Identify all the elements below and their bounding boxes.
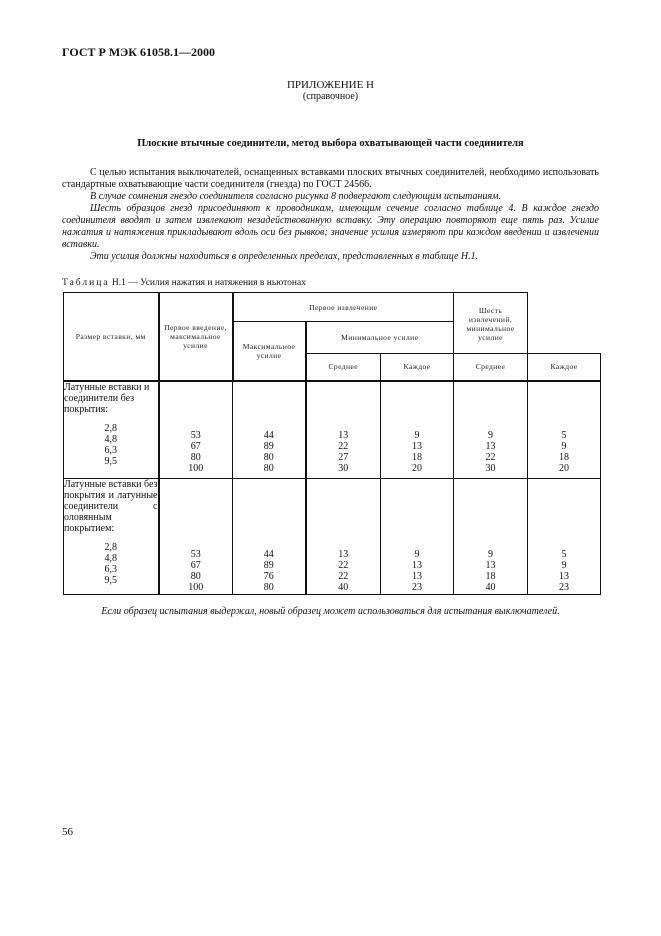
cell-value: 22 — [338, 440, 349, 452]
header-avg-1: Среднее — [306, 354, 381, 381]
page-number: 56 — [62, 826, 73, 838]
cell-value: 80 — [190, 571, 201, 582]
value-cell — [306, 381, 381, 479]
group-label: Латунные вставки без покрытия и латунные соединители с оловянным покрытием: — [64, 479, 158, 534]
cell-value: 53 — [190, 429, 201, 441]
cell-value: 53 — [190, 549, 201, 560]
cell-value: 9 — [414, 429, 420, 441]
cell-value: 76 — [263, 571, 274, 582]
cell-value: 44 — [263, 549, 274, 560]
value-cell — [454, 381, 528, 479]
value-stack — [528, 479, 600, 593]
value-stack — [381, 479, 453, 593]
cell-value: 23 — [559, 582, 570, 593]
cell-value: 80 — [263, 462, 274, 474]
value-cell — [381, 479, 454, 595]
group-label: Латунные вставки и соединители без покрытия: — [64, 381, 150, 415]
forces-table — [63, 292, 601, 595]
cell-value: 27 — [338, 451, 349, 463]
value-stack — [64, 534, 158, 586]
cell-value: 40 — [338, 582, 349, 593]
cell-value: 80 — [263, 451, 274, 463]
cell-value: 23 — [412, 582, 422, 593]
cell-value: 13 — [412, 571, 422, 582]
header-first-extract: Первое извлечение — [233, 293, 454, 322]
cell-value: 9 — [488, 429, 494, 441]
paragraph: С целью испытания выключателей, оснащенных вставками плоских втычных соединителей, необходимо использовать стандартные охватывающие части соединителя (гнезда) по ГОСТ 24566. — [62, 167, 599, 190]
value-cell — [233, 479, 306, 595]
caption-prefix: Таблица — [62, 278, 110, 288]
paragraph: Шесть образцов гнезд присоединяют к проводникам, имеющим сечение согласно таблице 4. В каждое гнездо соединителя вводят и затем извлекают незадействованную вставку. Эту операцию повторяют еще пять раз. Усилие нажатия и натяжения прикладывают вдоль оси без рывков; значение усилия измеряют при каждом введении и извлечении вставки. — [62, 203, 599, 250]
cell-value: 13 — [485, 560, 496, 571]
cell-value: 13 — [412, 560, 422, 571]
cell-value: 4,8 — [104, 553, 117, 564]
cell-value: 44 — [263, 429, 274, 441]
cell-value: 13 — [338, 549, 349, 560]
cell-value: 6,3 — [104, 444, 117, 456]
cell-value: 89 — [263, 560, 274, 571]
cell-value: 20 — [412, 462, 422, 474]
cell-value: 2,8 — [104, 542, 117, 553]
cell-value: 80 — [190, 451, 201, 463]
cell-value: 80 — [263, 582, 274, 593]
cell-value: 13 — [338, 429, 349, 441]
cell-value: 22 — [338, 560, 349, 571]
footnote: Если образец испытания выдержал, новый образец может использоваться для испытания выключателей. — [101, 606, 560, 617]
value-cell — [528, 479, 601, 595]
cell-value: 9,5 — [104, 575, 117, 586]
header-size: Размер вставки, мм — [64, 293, 159, 381]
header-min-force: Минимальное усилие — [306, 322, 454, 354]
value-stack — [381, 382, 453, 474]
header-avg-2: Среднее — [454, 354, 528, 381]
size-cell — [64, 479, 159, 595]
cell-value: 30 — [485, 462, 496, 474]
value-stack — [528, 382, 600, 474]
cell-value: 67 — [190, 560, 201, 571]
cell-value: 13 — [412, 440, 422, 452]
value-stack — [233, 382, 305, 474]
cell-value: 18 — [485, 571, 496, 582]
cell-value: 9 — [488, 549, 494, 560]
cell-value: 9,5 — [104, 455, 117, 467]
cell-value: 100 — [188, 582, 204, 593]
document-id: ГОСТ Р МЭК 61058.1—2000 — [62, 45, 215, 59]
cell-value: 9 — [414, 549, 420, 560]
cell-value: 18 — [412, 451, 422, 463]
cell-value: 100 — [188, 462, 204, 474]
value-cell — [306, 479, 381, 595]
table-caption — [62, 278, 306, 288]
cell-value: 22 — [485, 451, 496, 463]
cell-value: 5 — [561, 549, 567, 560]
table-row — [64, 479, 601, 595]
value-cell — [159, 381, 233, 479]
value-cell — [528, 381, 601, 479]
cell-value: 30 — [338, 462, 349, 474]
cell-value: 5 — [561, 429, 567, 441]
header-max-force: Максимальное усилие — [233, 322, 306, 381]
cell-value: 20 — [559, 462, 570, 474]
cell-value: 89 — [263, 440, 274, 452]
value-stack — [160, 382, 233, 474]
table-row — [64, 381, 601, 479]
cell-value: 9 — [561, 560, 567, 571]
cell-value: 2,8 — [104, 422, 117, 434]
paragraph: Эти усилия должны находиться в определенных пределах, представленных в таблице Н.1. — [90, 251, 479, 262]
value-stack — [307, 479, 381, 593]
cell-value: 4,8 — [104, 433, 117, 445]
table-body — [64, 381, 601, 595]
cell-value: 13 — [485, 440, 496, 452]
cell-value: 22 — [338, 571, 349, 582]
cell-value: 67 — [190, 440, 201, 452]
cell-value: 9 — [561, 440, 567, 452]
paragraph: В случае сомнения гнездо соединителя согласно рисунка 8 подвергают следующим испытаниям. — [90, 191, 501, 202]
header-each-2: Каждое — [528, 354, 601, 381]
cell-value: 13 — [559, 571, 570, 582]
section-title: Плоские втычные соединители, метод выбора охватывающей части соединителя — [137, 138, 524, 149]
value-stack — [454, 479, 527, 593]
caption-text: Н.1 — Усилия нажатия и натяжения в ньютонах — [111, 278, 306, 288]
value-stack — [233, 479, 305, 593]
header-each-1: Каждое — [381, 354, 454, 381]
value-stack — [307, 382, 381, 474]
value-cell — [454, 479, 528, 595]
value-stack — [454, 382, 527, 474]
value-cell — [159, 479, 233, 595]
size-cell — [64, 381, 159, 479]
value-cell — [233, 381, 306, 479]
cell-value: 18 — [559, 451, 570, 463]
appendix-subtitle: (справочное) — [302, 91, 359, 102]
header-first-insert: Первое введение, максимальное усилие — [159, 293, 233, 381]
value-cell — [381, 381, 454, 479]
header-six-extract: Шесть извлечений, минимальное усилие — [454, 293, 528, 354]
value-stack — [64, 415, 158, 467]
value-stack — [160, 479, 233, 593]
cell-value: 6,3 — [104, 564, 117, 575]
appendix-title: ПРИЛОЖЕНИЕ Н — [286, 79, 374, 91]
cell-value: 40 — [485, 582, 496, 593]
